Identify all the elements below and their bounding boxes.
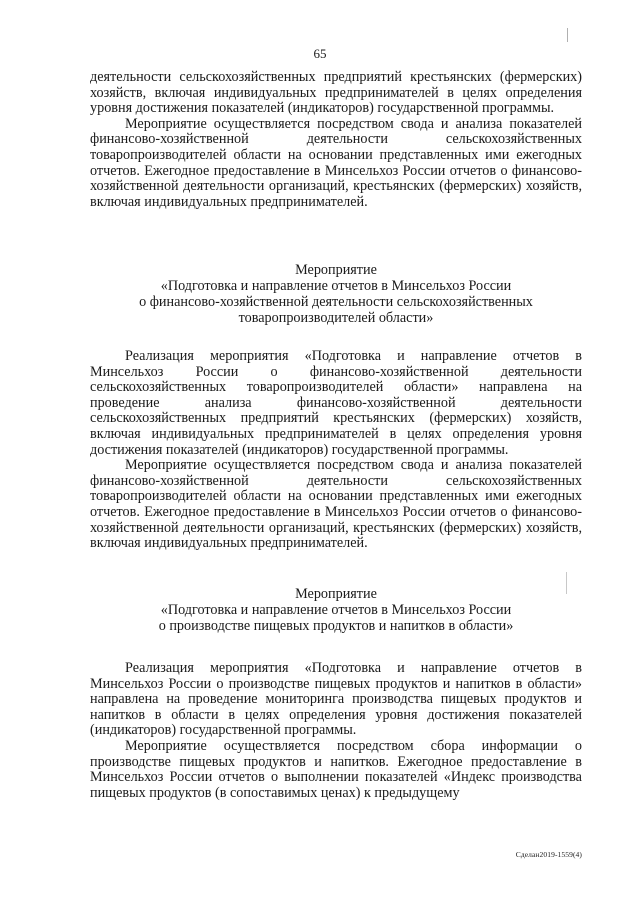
- heading-label: Мероприятие: [295, 262, 377, 278]
- document-code: Сделан2019-1559(4): [515, 850, 582, 859]
- text-block-3: [90, 661, 582, 801]
- section-heading-2: [90, 586, 582, 634]
- paragraph: Мероприятие осуществляется посредством сбора информации о производстве пищевых продуктов и напитков. Ежегодное предоставление в Минсельхоз России отчетов о выполнении показателей «Индекс производства пищевых продуктов (в сопоставимых ценах) к предыдущему: [90, 737, 582, 801]
- heading-line: «Подготовка и направление отчетов в Минсельхоз России: [160, 602, 512, 618]
- paragraph: Мероприятие осуществляется посредством свода и анализа показателей финансово-хозяйственной деятельности сельскохозяйственных товаропроизводителей области на основании представленных ими ежегодных отчетов. Ежегодное предоставление в Минсельхоз России отчетов о финансово-хозяйственной деятельности организаций, крестьянских (фермерских) хозяйств, включая индивидуальных предпринимателей.: [90, 457, 582, 552]
- heading-line: «Подготовка и направление отчетов в Минсельхоз России: [160, 278, 512, 294]
- page-number: 65: [313, 46, 327, 61]
- text-block-1: [90, 70, 582, 210]
- heading-line: о финансово-хозяйственной деятельности сельскохозяйственных: [139, 294, 533, 310]
- paragraph: Реализация мероприятия «Подготовка и направление отчетов в Минсельхоз России о финансово-хозяйственной деятельности сельскохозяйственных товаропроизводителей области» направлена на проведение анализа финансово-хозяйственной деятельности сельскохозяйственных предприятий крестьянских (фермерских) хозяйств, включая индивидуальных предпринимателей в целях определения уровня достижения показателей (индикаторов) государственной программы.: [90, 348, 582, 458]
- heading-label: Мероприятие: [295, 586, 377, 602]
- scan-mark-top: [567, 28, 568, 42]
- heading-line: о производстве пищевых продуктов и напитков в области»: [158, 618, 514, 634]
- section-heading-1: [90, 262, 582, 326]
- text-block-2: [90, 349, 582, 552]
- paragraph-continuation: деятельности сельскохозяйственных предприятий крестьянских (фермерских) хозяйств, включая индивидуальных предпринимателей в целях определения уровня достижения показателей (индикаторов) государственной программы.: [90, 69, 582, 117]
- heading-line: товаропроизводителей области»: [238, 310, 434, 326]
- paragraph: Реализация мероприятия «Подготовка и направление отчетов в Минсельхоз России о производстве пищевых продуктов и напитков в области» направлена на проведение мониторинга производства пищевых продуктов и напитков в области в целях определения уровня достижения показателей (индикаторов) государственной программы.: [90, 660, 582, 739]
- paragraph: Мероприятие осуществляется посредством свода и анализа показателей финансово-хозяйственной деятельности сельскохозяйственных товаропроизводителей области на основании представленных ими ежегодных отчетов. Ежегодное предоставление в Минсельхоз России отчетов о финансово-хозяйственной деятельности организаций, крестьянских (фермерских) хозяйств, включая индивидуальных предпринимателей.: [90, 115, 582, 210]
